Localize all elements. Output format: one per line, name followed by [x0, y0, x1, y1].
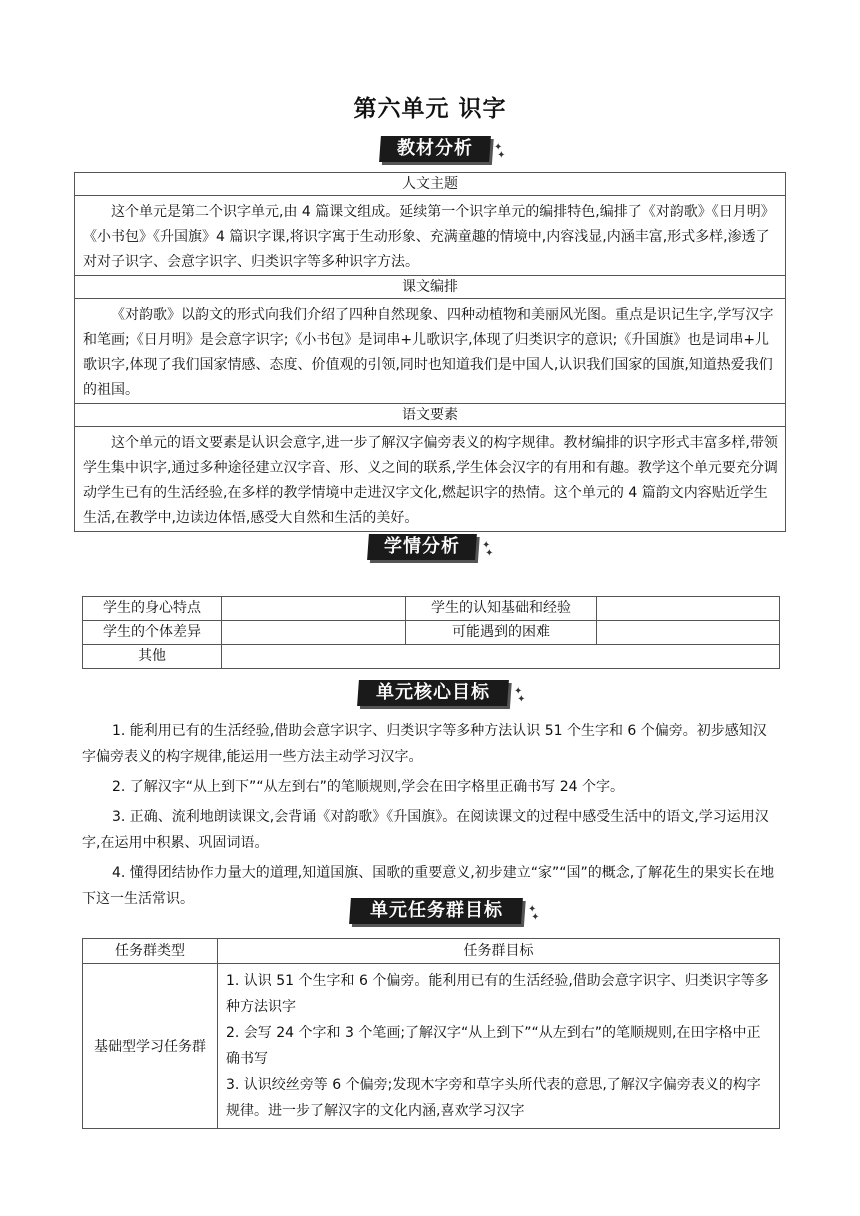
analysis-header: 语文要素 — [75, 404, 786, 427]
section-banner-label: 单元任务群目标 — [369, 900, 503, 921]
core-goals-list — [82, 718, 780, 916]
task-table — [82, 938, 780, 1129]
student-cell-value — [222, 645, 780, 669]
task-goal-item: 3. 认识绞丝旁等 6 个偏旁;发现木字旁和草字头所代表的意思,了解汉字偏旁表义的构字规律。进一步了解汉字的文化内涵,喜欢学习汉字 — [226, 1077, 761, 1119]
core-goal-item: 4. 懂得团结协作力量大的道理,知道国旗、国歌的重要意义,初步建立“家”“国”的概念,了解花生的果实长在地下这一生活常识。 — [82, 865, 775, 907]
student-cell-label: 学生的身心特点 — [83, 597, 222, 621]
task-goal-item: 2. 会写 24 个字和 3 个笔画;了解汉字“从上到下”“从左到右”的笔顺规则,在田字格中正确书写 — [226, 1025, 761, 1067]
sparkle-icon: ✦ ✦ — [482, 540, 494, 559]
section-banner-task-goals — [349, 898, 523, 924]
analysis-body: 《对韵歌》以韵文的形式向我们介绍了四种自然现象、四种动植物和美丽风光图。重点是识记生字,学写汉字和笔画;《日月明》是会意字识字;《小书包》是词串+儿歌识字,体现了归类识字的意识;《升国旗》也是词串+儿歌识字,体现了我们国家情感、态度、价值观的引领,同时也知道我们是中国人,认识我们国家的国旗,知道热爱我们的祖国。 — [75, 299, 786, 404]
core-goal-item: 2. 了解汉字“从上到下”“从左到右”的笔顺规则,学会在田字格里正确书写 24 个字。 — [112, 779, 624, 795]
analysis-header: 课文编排 — [75, 276, 786, 299]
student-cell-value — [222, 597, 406, 621]
analysis-body: 这个单元是第二个识字单元,由 4 篇课文组成。延续第一个识字单元的编排特色,编排了《对韵歌》《日月明》《小书包》《升国旗》4 篇识字课,将识字寓于生动形象、充满童趣的情境中,内容浅显,内涵丰富,形式多样,渗透了对对子识字、会意字识字、归类识字等多种识字方法。 — [75, 196, 786, 276]
sparkle-icon: ✦ ✦ — [528, 904, 540, 923]
student-cell-label: 学生的个体差异 — [83, 621, 222, 645]
analysis-header: 人文主题 — [75, 173, 786, 196]
analysis-body: 这个单元的语文要素是认识会意字,进一步了解汉字偏旁表义的构字规律。教材编排的识字形式丰富多样,带领学生集中识字,通过多种途径建立汉字音、形、义之间的联系,学生体会汉字的有用和有趣。教学这个单元要充分调动学生已有的生活经验,在多样的教学情境中走进汉字文化,燃起识字的热情。这个单元的 4 篇韵文内容贴近学生生活,在教学中,边读边体悟,感受大自然和生活的美好。 — [75, 427, 786, 532]
student-cell-label: 其他 — [83, 645, 222, 669]
core-goal-item: 3. 正确、流利地朗读课文,会背诵《对韵歌》《升国旗》。在阅读课文的过程中感受生活中的语文,学习运用汉字,在运用中积累、巩固词语。 — [82, 809, 769, 851]
section-banner-textbook — [379, 136, 491, 162]
section-banner-student — [367, 534, 477, 560]
sparkle-icon: ✦ ✦ — [514, 686, 526, 705]
student-cell-label: 可能遇到的困难 — [406, 621, 597, 645]
section-banner-label: 学情分析 — [384, 536, 460, 557]
task-table-header: 任务群目标 — [218, 939, 780, 964]
task-goal-item: 1. 认识 51 个生字和 6 个偏旁。能利用已有的生活经验,借助会意字识字、归类识字等多种方法识字 — [226, 973, 769, 1015]
section-banner-label: 单元核心目标 — [376, 682, 490, 703]
section-banner-core-goals — [357, 680, 509, 706]
section-banner-label: 教材分析 — [397, 138, 473, 159]
analysis-table — [74, 172, 786, 532]
task-table-header: 任务群类型 — [83, 939, 218, 964]
student-cell-label: 学生的认知基础和经验 — [406, 597, 597, 621]
task-goals-cell — [218, 964, 780, 1129]
student-cell-value — [222, 621, 406, 645]
task-type-cell: 基础型学习任务群 — [83, 964, 218, 1129]
sparkle-icon: ✦ ✦ — [494, 142, 506, 161]
student-cell-value — [597, 597, 780, 621]
core-goal-item: 1. 能利用已有的生活经验,借助会意字识字、归类识字等多种方法认识 51 个生字和 6 个偏旁。初步感知汉字偏旁表义的构字规律,能运用一些方法主动学习汉字。 — [82, 723, 767, 765]
student-table — [82, 596, 780, 669]
student-cell-value — [597, 621, 780, 645]
page-title: 第六单元 识字 — [353, 96, 507, 122]
